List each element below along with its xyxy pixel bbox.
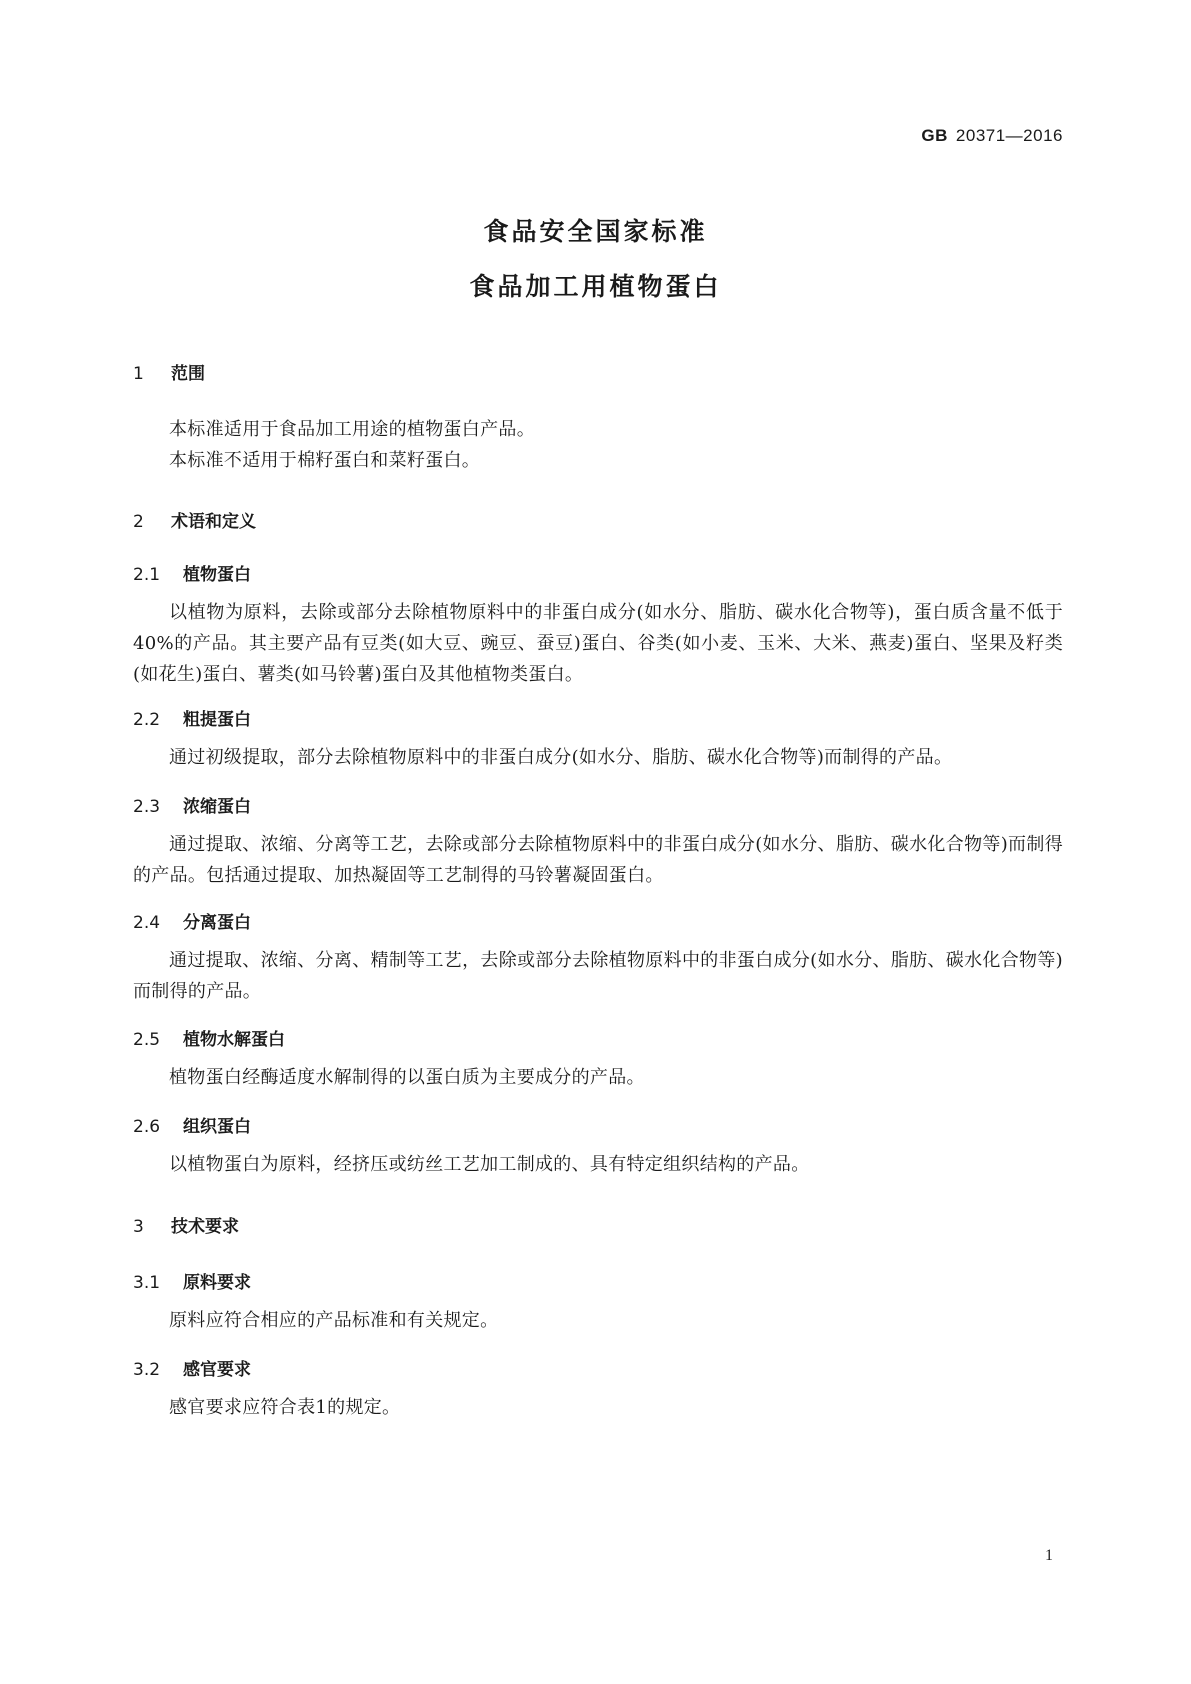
section-3-heading xyxy=(133,1212,239,1237)
section-number: 3.2 xyxy=(133,1360,161,1380)
section-2-6-paragraph: 以植物蛋白为原料，经挤压或纺丝工艺加工制成的、具有特定组织结构的产品。 xyxy=(169,1154,810,1175)
section-number: 2.3 xyxy=(133,797,161,817)
section-2-1-paragraph: 以植物为原料，去除或部分去除植物原料中的非蛋白成分(如水分、脂肪、碳水化合物等)，蛋白质含量不低于40%的产品。其主要产品有豆类(如大豆、豌豆、蚕豆)蛋白、谷类(如小麦、玉米、大米、燕麦)蛋白、坚果及籽类(如花生)蛋白、薯类(如马铃薯)蛋白及其他植物类蛋白。 xyxy=(133,602,1063,685)
section-title: 浓缩蛋白 xyxy=(183,797,251,817)
section-title: 技术要求 xyxy=(171,1217,239,1237)
page-number: 1 xyxy=(1045,1547,1053,1564)
section-title: 组织蛋白 xyxy=(183,1117,251,1137)
section-1-paragraph-2: 本标准不适用于棉籽蛋白和菜籽蛋白。 xyxy=(169,450,481,471)
section-number: 3.1 xyxy=(133,1273,161,1293)
standard-code xyxy=(921,126,1063,146)
sub-title: 食品加工用植物蛋白 xyxy=(469,272,722,301)
section-2-6-heading xyxy=(133,1112,251,1137)
section-title: 原料要求 xyxy=(183,1273,251,1293)
section-title: 植物水解蛋白 xyxy=(183,1030,285,1050)
section-number: 2.4 xyxy=(133,913,161,933)
main-title: 食品安全国家标准 xyxy=(483,217,708,246)
section-2-3-paragraph: 通过提取、浓缩、分离等工艺，去除或部分去除植物原料中的非蛋白成分(如水分、脂肪、碳水化合物等)而制得的产品。包括通过提取、加热凝固等工艺制得的马铃薯凝固蛋白。 xyxy=(133,834,1063,886)
section-2-2-paragraph: 通过初级提取，部分去除植物原料中的非蛋白成分(如水分、脂肪、碳水化合物等)而制得的产品。 xyxy=(169,747,953,768)
section-3-2-heading xyxy=(133,1355,251,1380)
section-2-heading xyxy=(133,507,256,532)
section-2-5-paragraph: 植物蛋白经酶适度水解制得的以蛋白质为主要成分的产品。 xyxy=(169,1067,645,1088)
section-title: 粗提蛋白 xyxy=(183,710,251,730)
section-title: 感官要求 xyxy=(183,1360,251,1380)
section-number: 2.6 xyxy=(133,1117,161,1137)
section-1-heading xyxy=(133,359,205,384)
standard-prefix: GB xyxy=(921,126,948,145)
section-number: 2 xyxy=(133,512,144,532)
section-2-4-heading xyxy=(133,908,251,933)
section-title: 术语和定义 xyxy=(171,512,256,532)
section-title: 分离蛋白 xyxy=(183,913,251,933)
section-2-2-heading xyxy=(133,705,251,730)
section-number: 1 xyxy=(133,364,144,384)
section-2-3-heading xyxy=(133,792,251,817)
section-3-2-paragraph: 感官要求应符合表1的规定。 xyxy=(169,1397,401,1418)
standard-number: 20371—2016 xyxy=(955,126,1063,145)
section-title: 植物蛋白 xyxy=(183,565,251,585)
section-number: 2.5 xyxy=(133,1030,161,1050)
section-2-1-heading xyxy=(133,560,251,585)
section-title: 范围 xyxy=(171,364,205,384)
section-3-1-paragraph: 原料应符合相应的产品标准和有关规定。 xyxy=(169,1310,499,1331)
section-1-paragraph-1: 本标准适用于食品加工用途的植物蛋白产品。 xyxy=(169,419,535,440)
section-2-4-paragraph: 通过提取、浓缩、分离、精制等工艺，去除或部分去除植物原料中的非蛋白成分(如水分、脂肪、碳水化合物等)而制得的产品。 xyxy=(133,950,1063,1002)
section-number: 2.2 xyxy=(133,710,161,730)
section-3-1-heading xyxy=(133,1268,251,1293)
section-number: 2.1 xyxy=(133,565,161,585)
section-2-5-heading xyxy=(133,1025,285,1050)
section-number: 3 xyxy=(133,1217,144,1237)
